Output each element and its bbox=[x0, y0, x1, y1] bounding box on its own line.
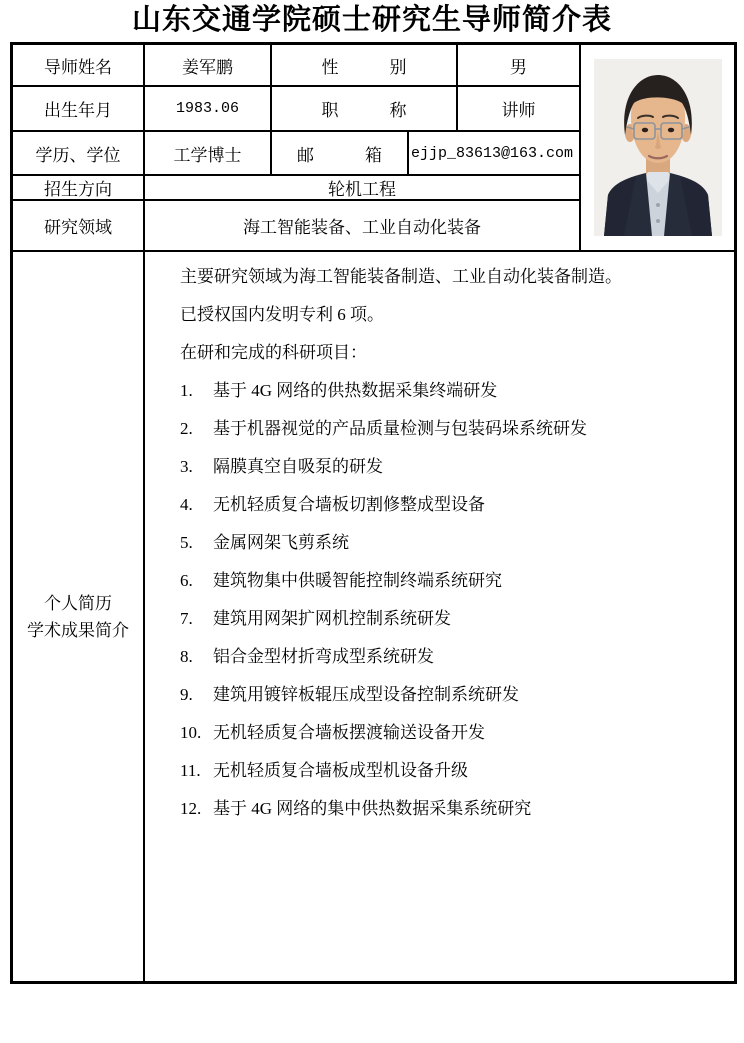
profile-section-label bbox=[12, 251, 144, 982]
supervisor-name-label: 导师姓名 bbox=[12, 44, 144, 86]
project-item bbox=[180, 790, 724, 828]
enrollment-direction-label: 招生方向 bbox=[12, 175, 144, 200]
supervisor-name-value: 姜军鹏 bbox=[144, 44, 271, 86]
research-field-label: 研究领域 bbox=[12, 200, 144, 251]
page-title: 山东交通学院硕士研究生导师简介表 bbox=[131, 4, 612, 36]
supervisor-info-table bbox=[10, 42, 737, 984]
project-item-number: 4. bbox=[180, 495, 193, 514]
project-item bbox=[180, 448, 724, 486]
profile-paragraph: 在研和完成的科研项目： bbox=[180, 343, 367, 362]
research-field-value: 海工智能装备、工业自动化装备 bbox=[144, 200, 580, 251]
project-item-text: 基于 4G 网络的集中供热数据采集系统研究 bbox=[213, 799, 532, 818]
project-item-number: 8. bbox=[180, 647, 193, 666]
project-item bbox=[180, 676, 724, 714]
profile-label-line2: 学术成果简介 bbox=[27, 620, 129, 640]
email-value: ejjp_83613@163.com bbox=[408, 131, 580, 175]
gender-label: 性 别 bbox=[271, 44, 457, 86]
project-item-text: 无机轻质复合墙板摆渡输送设备开发 bbox=[213, 723, 485, 742]
professional-title-label: 职 称 bbox=[271, 86, 457, 131]
profile-paragraphs bbox=[180, 258, 724, 372]
project-item bbox=[180, 752, 724, 790]
project-item bbox=[180, 410, 724, 448]
degree-label: 学历、学位 bbox=[12, 131, 144, 175]
project-item-text: 隔膜真空自吸泵的研发 bbox=[213, 457, 383, 476]
project-item bbox=[180, 562, 724, 600]
project-item-text: 无机轻质复合墙板切割修整成型设备 bbox=[213, 495, 485, 514]
project-item-text: 建筑用镀锌板辊压成型设备控制系统研发 bbox=[213, 685, 519, 704]
project-item-number: 9. bbox=[180, 685, 193, 704]
project-item bbox=[180, 372, 724, 410]
project-item-number: 6. bbox=[180, 571, 193, 590]
project-item-number: 10. bbox=[180, 723, 202, 742]
profile-paragraph: 已授权国内发明专利 6 项。 bbox=[180, 305, 384, 324]
document-page bbox=[0, 2, 744, 1043]
project-item-text: 金属网架飞剪系统 bbox=[213, 533, 349, 552]
project-item bbox=[180, 714, 724, 752]
project-item-text: 基于机器视觉的产品质量检测与包装码垛系统研发 bbox=[213, 419, 587, 438]
project-item-number: 7. bbox=[180, 609, 193, 628]
project-item-text: 铝合金型材折弯成型系统研发 bbox=[213, 647, 434, 666]
project-item bbox=[180, 600, 724, 638]
enrollment-direction-value: 轮机工程 bbox=[144, 175, 580, 200]
email-label: 邮 箱 bbox=[271, 131, 408, 175]
project-item-text: 建筑用网架扩网机控制系统研发 bbox=[213, 609, 451, 628]
birth-date-label: 出生年月 bbox=[12, 86, 144, 131]
profile-paragraph: 主要研究领域为海工智能装备制造、工业自动化装备制造。 bbox=[180, 267, 622, 286]
supervisor-portrait-image bbox=[594, 59, 722, 236]
project-item bbox=[180, 486, 724, 524]
profile-content bbox=[144, 251, 735, 982]
photo-cell bbox=[580, 44, 735, 251]
project-item-number: 11. bbox=[180, 761, 201, 780]
project-item-text: 建筑物集中供暖智能控制终端系统研究 bbox=[213, 571, 502, 590]
project-item bbox=[180, 638, 724, 676]
project-item-number: 3. bbox=[180, 457, 193, 476]
degree-value: 工学博士 bbox=[144, 131, 271, 175]
profile-label-line1: 个人简历 bbox=[44, 593, 112, 613]
project-item-number: 5. bbox=[180, 533, 193, 552]
gender-value: 男 bbox=[457, 44, 580, 86]
project-item-text: 基于 4G 网络的供热数据采集终端研发 bbox=[213, 381, 498, 400]
project-item-number: 1. bbox=[180, 381, 193, 400]
project-item-number: 2. bbox=[180, 419, 193, 438]
professional-title-value: 讲师 bbox=[457, 86, 580, 131]
project-list bbox=[180, 372, 724, 828]
project-item bbox=[180, 524, 724, 562]
project-item-number: 12. bbox=[180, 799, 202, 818]
project-item-text: 无机轻质复合墙板成型机设备升级 bbox=[213, 761, 468, 780]
birth-date-value: 1983.06 bbox=[144, 86, 271, 131]
